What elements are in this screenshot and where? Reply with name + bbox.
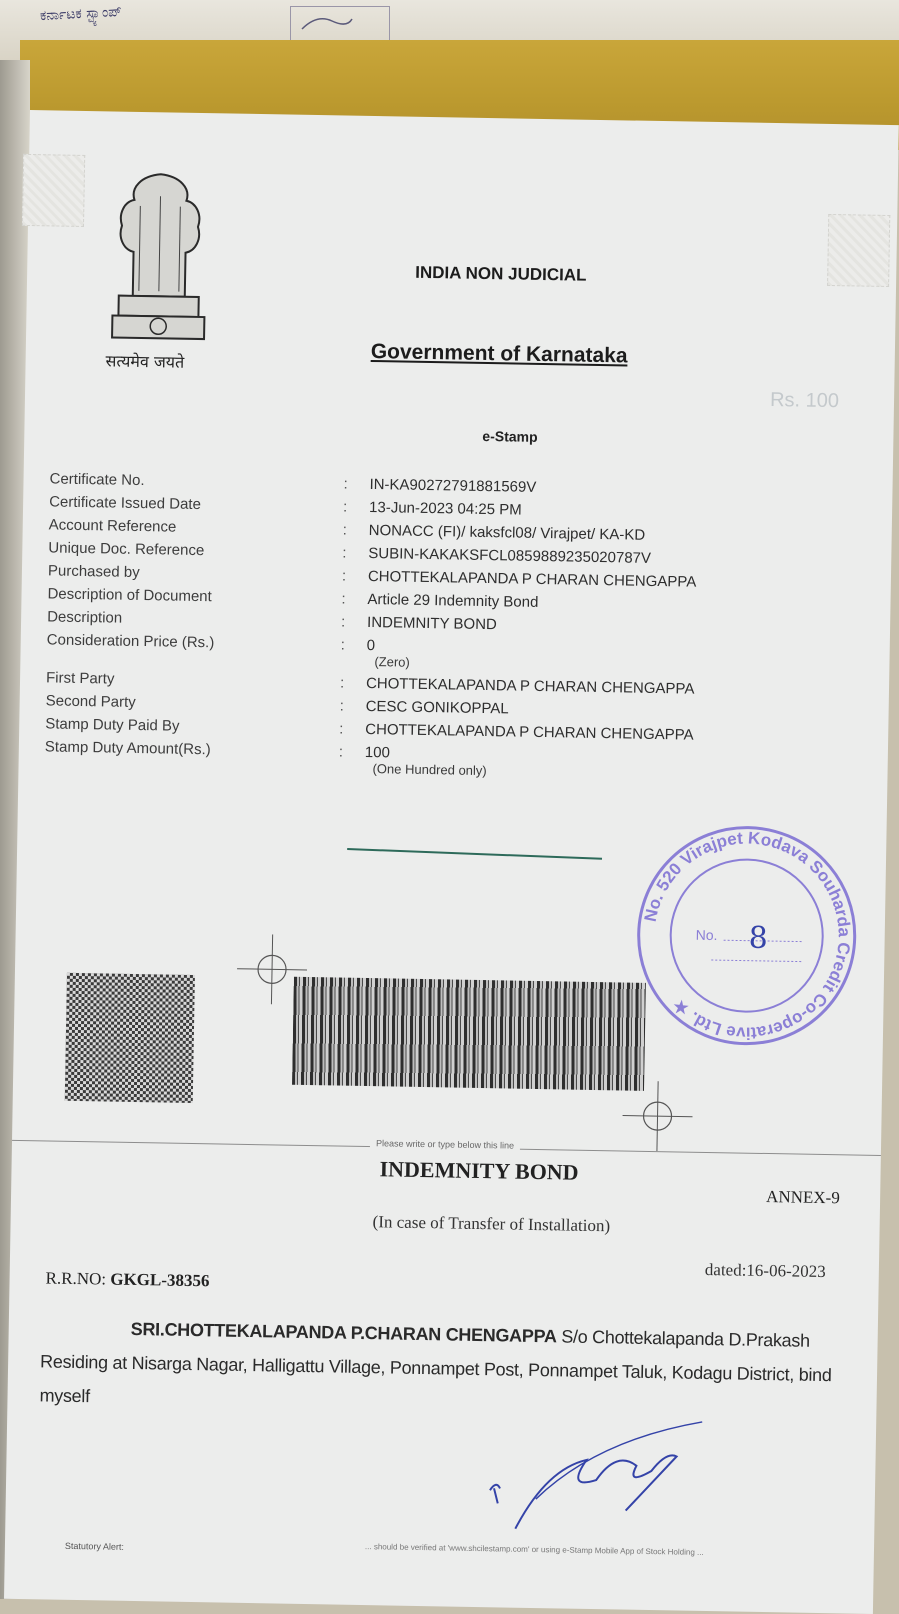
field-value-main: 0 (366, 636, 376, 655)
seal-no-label: No. (695, 926, 718, 944)
field-value: INDEMNITY BOND (366, 613, 497, 634)
field-colon: : (339, 720, 344, 738)
bond-body (39, 1310, 881, 1427)
qr-code (65, 973, 195, 1103)
field-row (44, 738, 804, 783)
seal-ring-text: No. 520 Virajpet Kodava Souharda Credit Co-operative Ltd. ★ (640, 828, 854, 1043)
rr-label: R.R.NO: (45, 1268, 111, 1289)
certificate-fields (44, 470, 809, 783)
watermark-tile (22, 154, 85, 227)
seal-number: 8 (748, 920, 769, 956)
bond-subtitle: (In case of Transfer of Installation) (372, 1212, 611, 1236)
field-value: CHOTTEKALAPANDA P CHARAN CHENGAPPA (367, 567, 697, 591)
bond-title: INDEMNITY BOND (379, 1156, 579, 1185)
signature (475, 1408, 707, 1542)
field-colon: : (343, 475, 348, 493)
field-label: Description (47, 608, 123, 627)
field-colon: : (339, 697, 344, 715)
rr-value: GKGL-38356 (110, 1269, 210, 1291)
emblem-motto: सत्यमेव जयते (105, 351, 185, 372)
field-label: Consideration Price (Rs.) (46, 631, 215, 652)
field-label: Purchased by (47, 562, 140, 581)
field-value-words: (Zero) (374, 654, 410, 670)
field-colon: : (342, 544, 347, 562)
e-stamp-paper (4, 110, 899, 1614)
field-colon: : (341, 567, 347, 585)
field-value: 13-Jun-2023 04:25 PM (368, 498, 522, 519)
field-value: SUBIN-KAKAKSFCL0859889235020787V (368, 544, 652, 567)
field-colon: : (341, 590, 346, 608)
field-value: Article 29 Indemnity Bond (367, 590, 539, 611)
stamp-heading: INDIA NON JUDICIAL (415, 262, 587, 285)
field-value: CESC GONIKOPPAL (365, 697, 509, 718)
field-label: Second Party (45, 692, 136, 711)
registration-mark-icon (622, 1080, 693, 1151)
field-colon: : (340, 613, 346, 631)
field-label: First Party (45, 669, 115, 688)
field-label: Account Reference (48, 516, 177, 536)
field-label: Certificate No. (49, 470, 145, 490)
field-colon: : (340, 636, 346, 654)
field-colon: : (338, 743, 344, 761)
party-name: SRI.CHOTTEKALAPANDA P.CHARAN CHENGAPPA (130, 1318, 557, 1347)
field-label: Stamp Duty Paid By (45, 715, 180, 735)
watermark-tile (827, 214, 890, 287)
field-colon: : (339, 674, 345, 692)
field-value: NONACC (FI)/ kaksfcl08/ Virajpet/ KA-KD (368, 521, 646, 544)
background-kannada-text: ಕರ್ನಾಟಕ ಸ್ಟ್ಯಾಂಪ್ (39, 3, 123, 25)
field-colon: : (342, 521, 348, 539)
body-text: S/o Chottekalapanda D.Prakash Residing at Nisarga Nagar, Halligattu Village, Ponnampet Post, Ponnampet Taluk, Kodagu District, bind myself (39, 1326, 832, 1407)
stamp-type: e-Stamp (482, 427, 538, 445)
pen-underline (347, 848, 602, 860)
field-value: IN-KA90272791881569V (369, 475, 537, 496)
field-value: CHOTTEKALAPANDA P CHARAN CHENGAPPA (365, 720, 694, 744)
statutory-alert-text: ... should be verified at 'www.shcilestamp.com' or using e-Stamp Mobile App of Stock Holding ... (364, 1542, 704, 1557)
field-colon: : (342, 498, 348, 516)
bond-date: dated:16-06-2023 (704, 1259, 826, 1282)
field-label: Unique Doc. Reference (48, 539, 205, 560)
cooperative-seal (632, 821, 862, 1051)
field-value (364, 744, 804, 784)
field-row (46, 631, 806, 676)
write-below-note: Please write or type below this line (370, 1138, 520, 1151)
stamp-denomination: Rs. 100 (769, 388, 840, 413)
field-label: Certificate Issued Date (49, 493, 202, 514)
field-label: Description of Document (47, 585, 212, 606)
ashoka-emblem-icon (98, 165, 221, 347)
statutory-alert-label: Statutory Alert: (64, 1540, 125, 1552)
field-value-main: 100 (364, 743, 391, 762)
field-label: Stamp Duty Amount(Rs.) (44, 738, 211, 759)
field-value: CHOTTEKALAPANDA P CHARAN CHENGAPPA (365, 674, 695, 698)
annex-label: ANNEX-9 (765, 1187, 840, 1208)
government-title: Government of Karnataka (370, 339, 628, 368)
field-value (366, 637, 806, 677)
rr-number (45, 1268, 209, 1291)
field-value-words: (One Hundred only) (372, 761, 487, 779)
barcode (292, 977, 646, 1091)
